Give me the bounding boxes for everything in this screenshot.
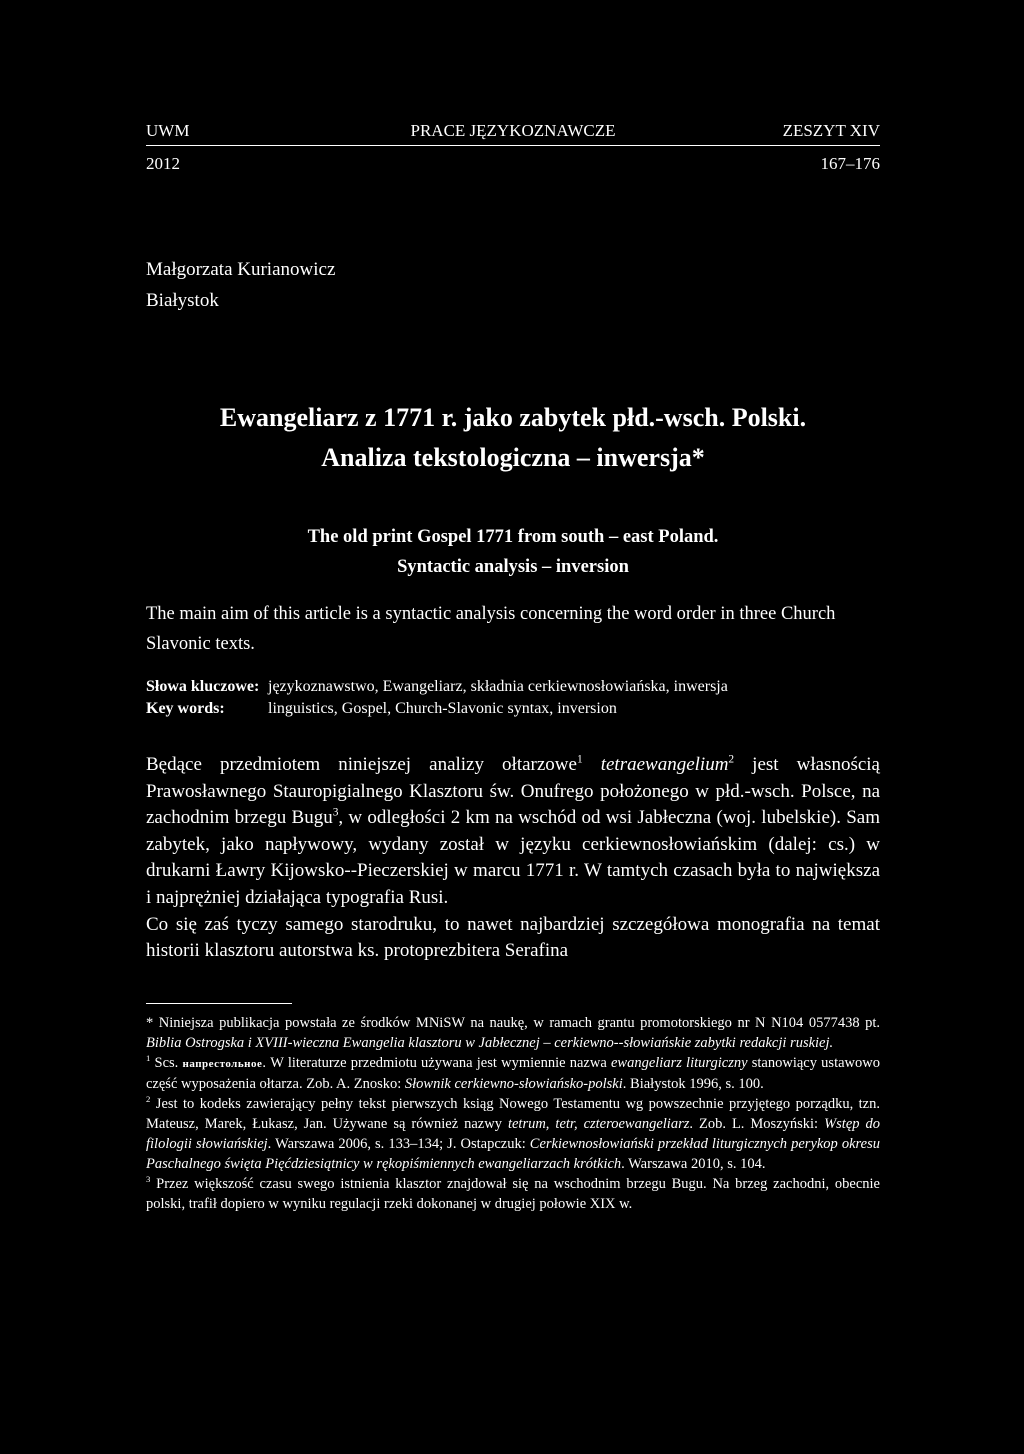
author-city: Białystok	[146, 290, 219, 311]
footnote-text: * Niniejsza publikacja powstała ze środków MNiSW na naukę, w ramach grantu promotorskiego nr N N104 0577438 pt.	[146, 1015, 880, 1031]
footnote-italic: Słownik cerkiewno-słowiańsko-polski	[404, 1076, 623, 1092]
footnote-2	[146, 1094, 880, 1174]
author-name: Małgorzata Kurianowicz	[146, 259, 336, 280]
keywords-pl-value: językoznawstwo, Ewangeliarz, składnia cerkiewnosłowiańska, inwersja	[268, 678, 728, 695]
article-title	[146, 398, 880, 478]
footnote-text: . Zob. L. Moszyński:	[689, 1116, 825, 1132]
footnote-text: . Białystok 1996, s. 100.	[622, 1076, 764, 1092]
footnote-1	[146, 1053, 880, 1094]
footnote-ref-2[interactable]: 2	[728, 753, 735, 766]
header-journal: PRACE JĘZYKOZNAWCZE	[410, 121, 616, 140]
keywords-en-label: Key words:	[146, 700, 225, 717]
body-text: , w odległości 2 km na wschód od wsi Jabłeczna (woj. lubelskie). Sam zabytek, jako napływowy, wydany został w języku cerkiewnosłowiańskim (dalej: cs.) w drukarni Ławry Kijowsko--Pieczerskiej w marcu 1771 r. W tamtych czasach była to największa i najprężniej działająca typografia Rusi.	[146, 807, 880, 908]
footnote-3	[146, 1174, 880, 1214]
article-subtitle	[146, 522, 880, 582]
keywords-pl-label: Słowa kluczowe:	[146, 678, 260, 695]
footnote-ref-3[interactable]: 3	[332, 806, 339, 819]
footnote-ref-1[interactable]: 1	[576, 753, 583, 766]
header-pages: 167–176	[820, 154, 880, 173]
body-text: jest własnością Prawosławnego Stauropigialnego Klasztoru św. Onufrego położonego w płd.-wsch. Polsce, na zachodnim brzegu Bugu	[146, 754, 880, 829]
footnote-number: 3	[146, 1174, 151, 1185]
author-block	[146, 254, 335, 316]
header-issue: ZESZYT XIV	[782, 121, 880, 140]
title-line-1: Ewangeliarz z 1771 r. jako zabytek płd.-wsch. Polski.	[219, 403, 807, 432]
body-italic: tetraewangelium	[600, 754, 729, 775]
footnote-rule	[146, 1003, 292, 1004]
body-paragraph-1	[146, 752, 880, 912]
footnote-italic: Biblia Ostrogska i XVIII-wieczna Ewangelia klasztoru w Jabłecznej – cerkiewno--słowiańskie zabytki redakcji ruskiej.	[146, 1035, 834, 1051]
footnote-italic: Wstęp do filologii słowiańskiej	[146, 1116, 881, 1152]
footnote-number: 1	[146, 1053, 151, 1064]
keywords-en-value: linguistics, Gospel, Church-Slavonic syntax, inversion	[268, 700, 617, 717]
subtitle-line-1: The old print Gospel 1771 from south – east Poland.	[307, 527, 719, 547]
body-text: Będące przedmiotem niniejszej analizy ołtarzowe	[146, 754, 577, 775]
article-body	[146, 752, 880, 965]
footnote-italic: tetrum, tetr, czteroewangeliarz	[507, 1116, 690, 1132]
abstract: The main aim of this article is a syntactic analysis concerning the word order in three Church Slavonic texts.	[146, 604, 836, 654]
footnote-text: Przez większość czasu swego istnienia klasztor znajdował się na wschodnim brzegu Bugu. Na brzeg zachodni, obecnie polski, trafił dopiero w wyniku regulacji rzeki dokonanej w drugiej połowie XIX w.	[146, 1176, 880, 1212]
footnote-text: Jest to kodeks zawierający pełny tekst pierwszych ksiąg Nowego Testamentu wg powszechnie przyjętego porządku, tzn. Mateusz, Marek, Łukasz, Jan. Używane są również nazwy	[146, 1096, 880, 1132]
header-year: 2012	[146, 154, 180, 173]
footnote-italic: Cerkiewnosłowiański przekład liturgicznych perykop okresu Paschalnego święta Pięćdziesiątnicy w rękopiśmiennych ewangeliarzach krótkich	[146, 1136, 880, 1172]
title-line-2: Analiza tekstologiczna – inwersja*	[321, 443, 705, 472]
footnote-text: stanowiący ustawowo część wyposażenia ołtarza. Zob. A. Znosko:	[146, 1055, 880, 1092]
header-rule	[146, 145, 880, 146]
subtitle-line-2: Syntactic analysis – inversion	[397, 557, 629, 577]
footnote-italic: ewangeliarz liturgiczny	[610, 1055, 748, 1071]
header-publisher: UWM	[146, 121, 190, 140]
footnotes	[146, 1013, 880, 1214]
footnote-number: 2	[146, 1094, 151, 1105]
footnote-cyrillic: напрестольное	[182, 1058, 263, 1070]
footnote-text: . Warszawa 2010, s. 104.	[621, 1156, 766, 1172]
footnote-star	[146, 1013, 880, 1053]
footnote-text: . W literaturze przedmiotu używana jest wymiennie nazwa	[262, 1055, 611, 1071]
footnote-text: . Warszawa 2006, s. 133–134; J. Ostapczuk:	[267, 1136, 530, 1152]
footnote-text: Scs.	[150, 1055, 183, 1071]
body-paragraph-2: Co się zaś tyczy samego starodruku, to nawet najbardziej szczegółowa monografia na temat historii klasztoru autorstwa ks. protoprezbitera Serafina	[146, 913, 880, 962]
